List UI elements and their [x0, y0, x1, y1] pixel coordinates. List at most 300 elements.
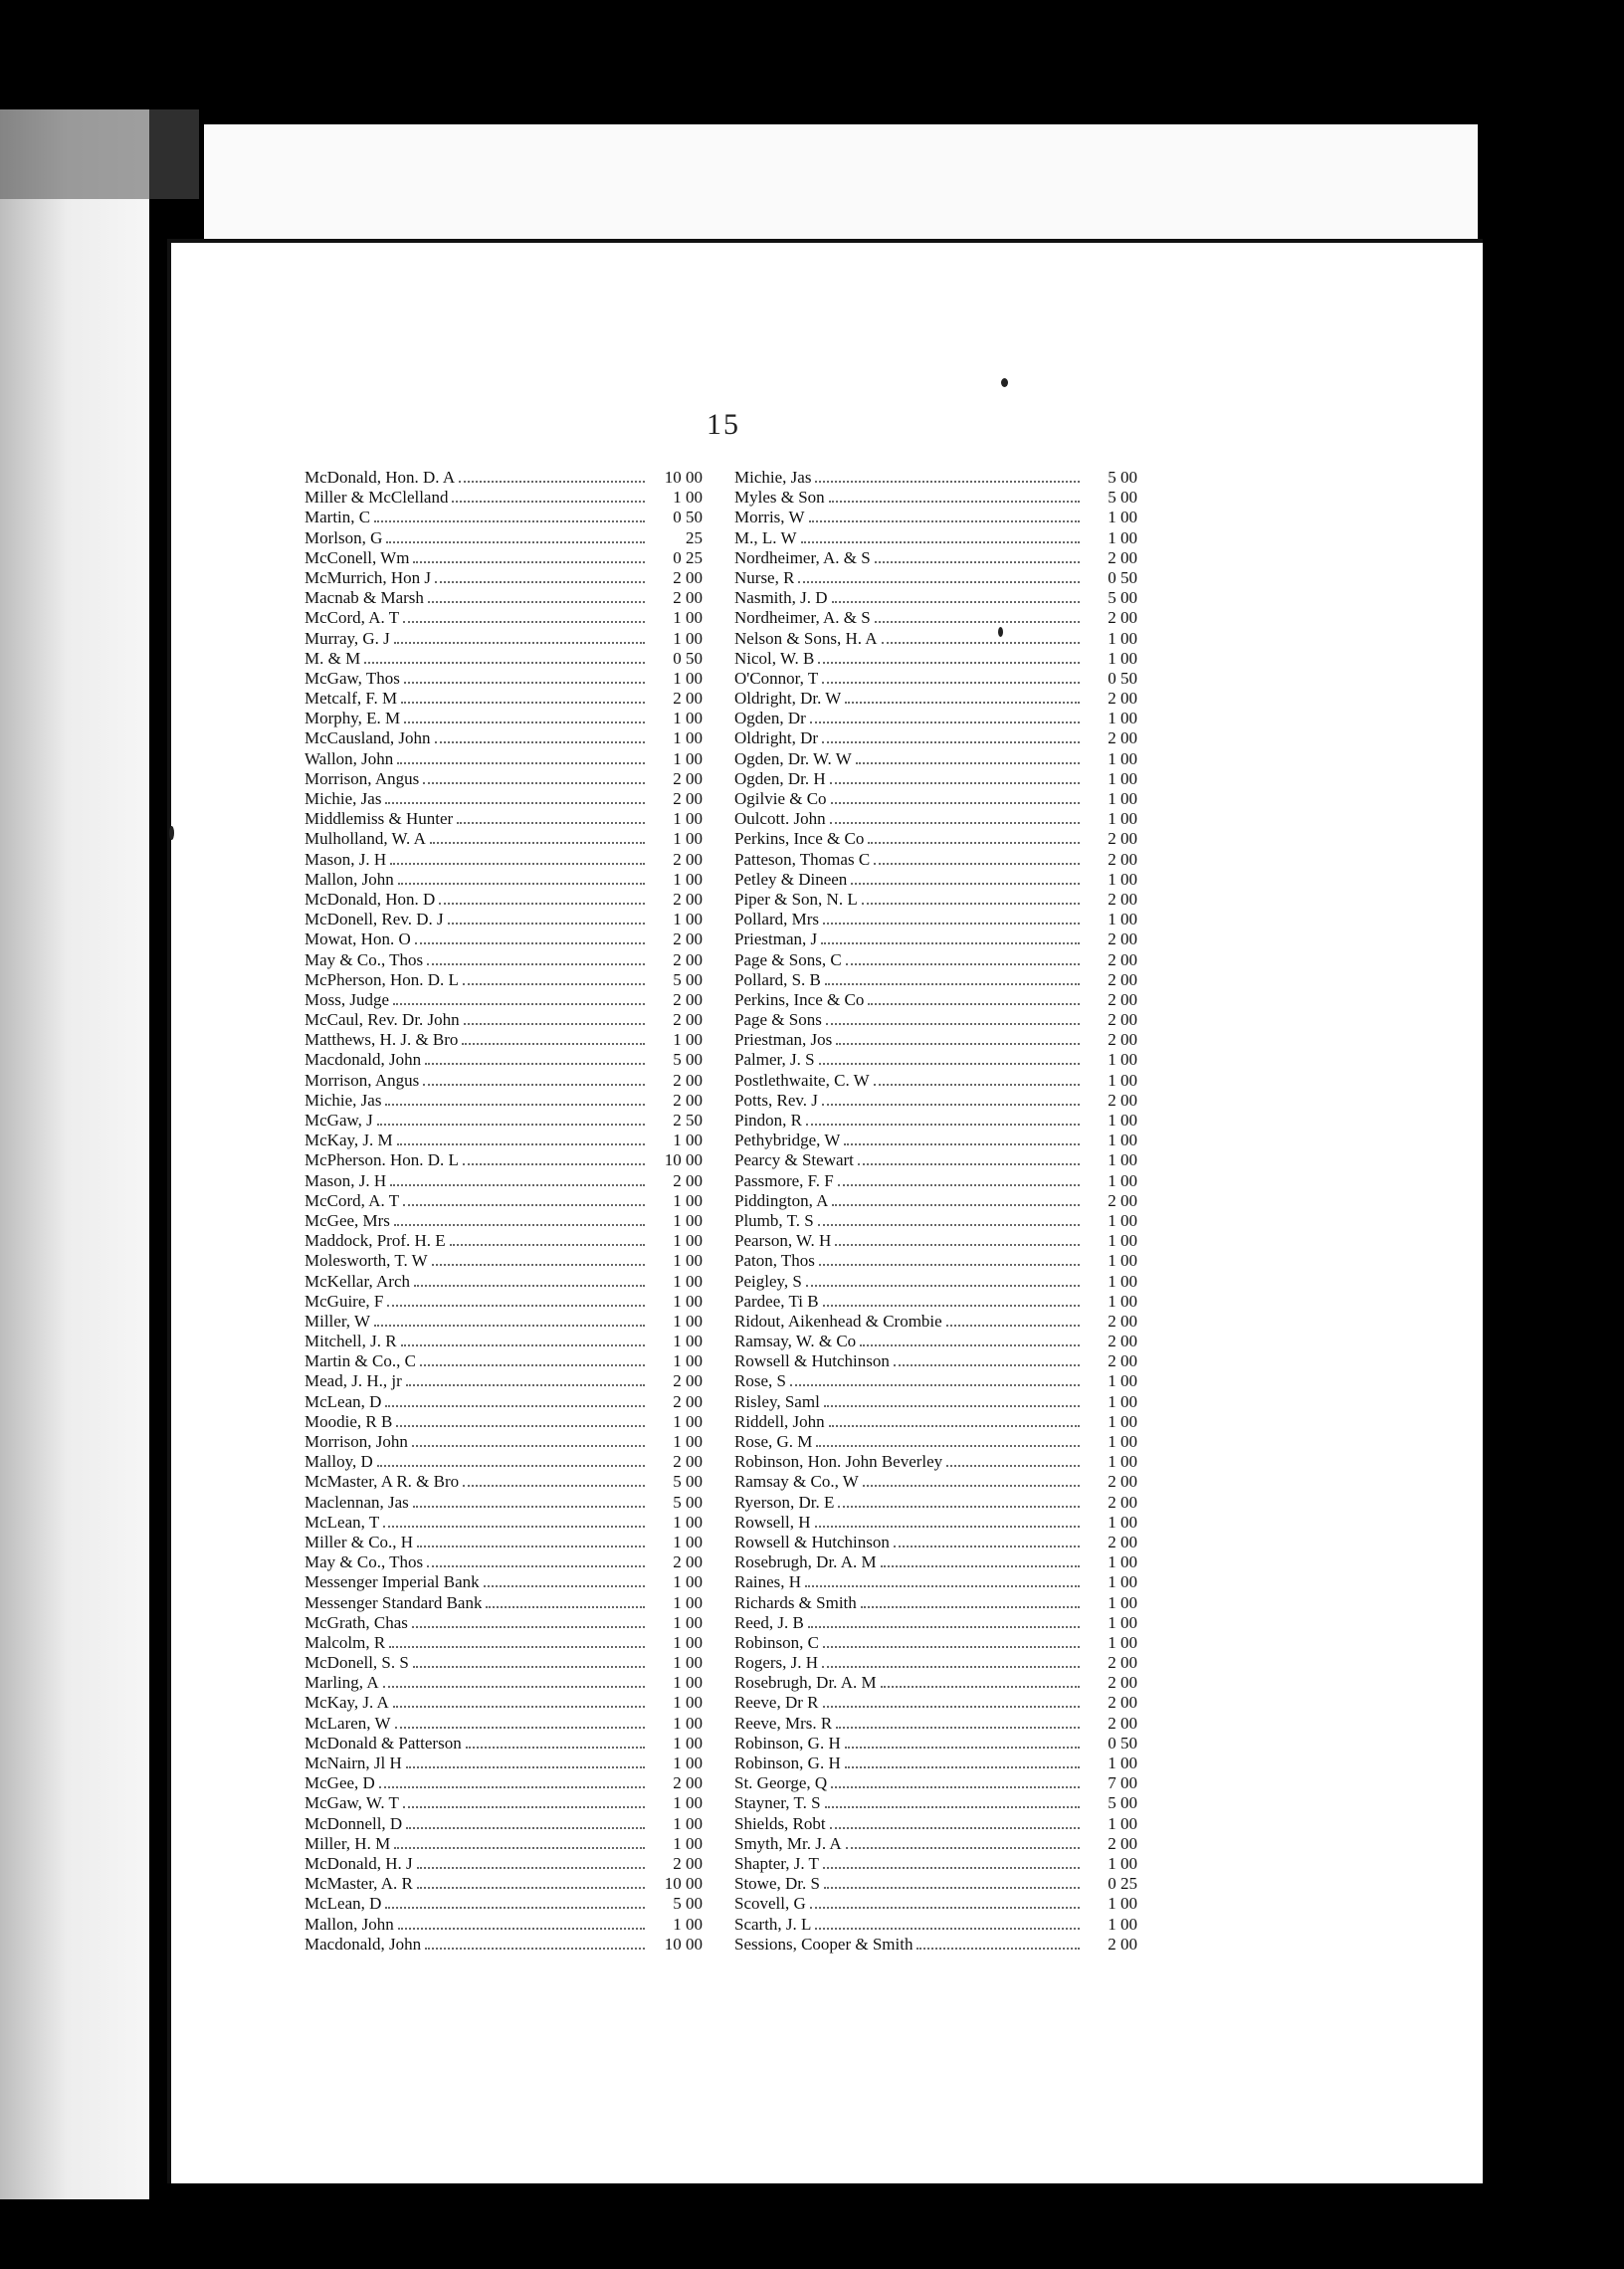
- subscriber-name: M., L. W: [734, 527, 797, 547]
- subscription-amount: 1 00: [673, 1914, 703, 1934]
- subscription-amount: 1 00: [1108, 1853, 1137, 1873]
- subscription-amount: 1 00: [673, 1532, 703, 1551]
- list-item: [304, 508, 703, 527]
- list-item: [304, 1371, 703, 1391]
- dot-leader: [377, 1123, 645, 1126]
- subscriber-name: St. George, Q: [734, 1773, 828, 1793]
- subscriber-name: Miller & McClelland: [304, 488, 449, 508]
- dot-leader: [423, 1083, 645, 1086]
- dot-leader: [836, 1042, 1080, 1045]
- dot-leader: [815, 480, 1080, 483]
- list-item: [304, 1472, 703, 1492]
- dot-leader: [815, 1927, 1080, 1930]
- subscriber-name: Perkins, Ince & Co: [734, 989, 865, 1009]
- list-item: [734, 1894, 1137, 1914]
- subscriber-name: McDonell, Rev. D. J: [304, 910, 444, 929]
- dot-leader: [412, 1625, 645, 1628]
- list-item: [304, 1432, 703, 1452]
- subscription-amount: 1 00: [673, 668, 703, 688]
- subscriber-name: McMaster, A. R: [304, 1874, 413, 1894]
- subscriber-name: Mason, J. H: [304, 1170, 387, 1190]
- list-item: [734, 870, 1137, 890]
- dot-leader: [801, 540, 1081, 543]
- subscription-amount: 1 00: [1108, 1150, 1137, 1170]
- list-item: [734, 1773, 1137, 1793]
- facing-page-edge: [0, 109, 149, 2199]
- subscriber-name: Nasmith, J. D: [734, 588, 828, 608]
- subscription-amount: 2 00: [1108, 1673, 1137, 1693]
- subscriber-name: Malloy, D: [304, 1452, 373, 1472]
- dot-leader: [464, 1022, 645, 1025]
- subscription-amount: 1 00: [673, 1632, 703, 1652]
- subscriber-name: Pardee, Ti B: [734, 1291, 819, 1311]
- dot-leader: [386, 540, 645, 543]
- dot-leader: [819, 1263, 1080, 1266]
- subscriber-name: McLaren, W: [304, 1713, 391, 1733]
- list-item: [304, 1171, 703, 1191]
- list-item: [734, 1071, 1137, 1091]
- dot-leader: [818, 661, 1080, 664]
- subscription-amount: 2 00: [1108, 1030, 1137, 1050]
- subscription-amount: 1 00: [1108, 1231, 1137, 1251]
- subscription-amount: 2 00: [673, 1070, 703, 1090]
- list-item: [734, 950, 1137, 970]
- subscription-amount: 2 00: [1108, 1472, 1137, 1492]
- dot-leader: [393, 1705, 645, 1708]
- list-item: [734, 1593, 1137, 1613]
- subscriber-name: Richards & Smith: [734, 1592, 857, 1612]
- dot-leader: [406, 1826, 645, 1829]
- subscription-amount: 2 00: [1108, 547, 1137, 567]
- list-item: [304, 1673, 703, 1693]
- subscriber-name: Nordheimer, A. & S: [734, 547, 871, 567]
- subscription-amount: 1 00: [1108, 1813, 1137, 1833]
- list-item: [304, 608, 703, 628]
- subscription-amount: 1 00: [673, 1030, 703, 1050]
- subscriber-name: Reeve, Dr R: [734, 1693, 819, 1713]
- dot-leader: [450, 1243, 645, 1246]
- subscription-amount: 1 00: [673, 709, 703, 728]
- subscriber-name: Potts, Rev. J: [734, 1090, 818, 1110]
- list-item: [304, 789, 703, 809]
- subscription-amount: 2 00: [1108, 1492, 1137, 1512]
- list-item: [734, 970, 1137, 990]
- subscriber-name: Moodie, R B: [304, 1411, 393, 1431]
- dot-leader: [430, 841, 645, 844]
- list-item: [304, 950, 703, 970]
- subscription-amount: 1 00: [673, 1592, 703, 1612]
- subscription-amount: 1 00: [1108, 1512, 1137, 1532]
- subscriber-name: McGee, Mrs: [304, 1210, 390, 1230]
- list-item: [304, 1814, 703, 1834]
- list-item: [304, 1493, 703, 1513]
- subscriber-name: Martin & Co., C: [304, 1351, 416, 1371]
- list-item: [734, 1171, 1137, 1191]
- list-item: [304, 649, 703, 669]
- subscriber-name: Oldright, Dr. W: [734, 689, 842, 709]
- subscriber-name: Mowat, Hon. O: [304, 929, 411, 949]
- dot-leader: [822, 740, 1080, 743]
- list-item: [304, 588, 703, 608]
- list-item: [304, 1533, 703, 1552]
- list-item: [734, 528, 1137, 548]
- subscriber-name: Mallon, John: [304, 869, 394, 889]
- dot-leader: [856, 761, 1080, 764]
- list-item: [304, 1251, 703, 1271]
- subscription-amount: 2 00: [673, 1552, 703, 1572]
- subscriber-name: Reeve, Mrs. R: [734, 1713, 833, 1733]
- dot-leader: [413, 560, 645, 563]
- dot-leader: [466, 1746, 645, 1749]
- subscriber-name: McGaw, W. T: [304, 1793, 399, 1813]
- subscription-amount: 1 00: [673, 1332, 703, 1351]
- subscription-amount: 1 00: [1108, 1291, 1137, 1311]
- list-item: [734, 1793, 1137, 1813]
- subscription-amount: 1 00: [673, 1693, 703, 1713]
- subscription-amount: 1 00: [673, 1251, 703, 1271]
- subscriber-name: Mitchell, J. R: [304, 1332, 397, 1351]
- list-item: [304, 749, 703, 769]
- subscriber-name: Morrison, John: [304, 1432, 408, 1451]
- dot-leader: [403, 620, 645, 623]
- dot-leader: [946, 1464, 1080, 1467]
- dot-leader: [822, 681, 1080, 684]
- subscriber-name: Morphy, E. M: [304, 709, 401, 728]
- list-item: [734, 1935, 1137, 1955]
- subscriber-name: Smyth, Mr. J. A: [734, 1833, 842, 1853]
- subscription-amount: 1 00: [1108, 1552, 1137, 1572]
- list-item: [734, 890, 1137, 910]
- subscriber-name: McCausland, John: [304, 728, 431, 748]
- dot-leader: [874, 1083, 1080, 1086]
- subscriber-name: Mason, J. H: [304, 849, 387, 869]
- dot-leader: [406, 1765, 645, 1768]
- list-item: [734, 809, 1137, 829]
- subscriber-name: Metcalf, F. M: [304, 689, 398, 709]
- list-item: [304, 1593, 703, 1613]
- list-item: [304, 1613, 703, 1633]
- list-item: [304, 1915, 703, 1935]
- dot-leader: [826, 1022, 1080, 1025]
- subscription-amount: 1 00: [1108, 1914, 1137, 1934]
- dot-leader: [395, 1726, 645, 1729]
- dot-leader: [427, 1564, 645, 1567]
- dot-leader: [385, 801, 645, 804]
- dot-leader: [394, 641, 645, 644]
- list-item: [734, 1673, 1137, 1693]
- dot-leader: [425, 1947, 645, 1950]
- subscriber-name: Robinson, Hon. John Beverley: [734, 1452, 943, 1472]
- subscriber-name: McDonald, H. J: [304, 1853, 413, 1873]
- subscription-amount: 1 00: [673, 1411, 703, 1431]
- list-item: [734, 488, 1137, 508]
- subscription-amount: 2 00: [673, 768, 703, 788]
- subscription-amount: 1 00: [673, 1653, 703, 1673]
- subscription-amount: 2 00: [673, 1371, 703, 1391]
- list-item: [734, 1874, 1137, 1894]
- subscription-amount: 5 00: [1108, 468, 1137, 487]
- subscription-amount: 1 00: [673, 1572, 703, 1592]
- subscriber-name: McDonald & Patterson: [304, 1733, 462, 1753]
- list-item: [304, 1412, 703, 1432]
- list-item: [304, 1332, 703, 1351]
- subscription-amount: 2 00: [1108, 1934, 1137, 1954]
- dot-leader: [385, 1906, 645, 1909]
- list-item: [304, 870, 703, 890]
- subscription-amount: 0 50: [673, 648, 703, 668]
- dot-leader: [846, 1846, 1080, 1849]
- subscriber-name: Plumb, T. S: [734, 1210, 814, 1230]
- subscription-amount: 1 00: [673, 1351, 703, 1371]
- dot-leader: [835, 1243, 1080, 1246]
- subscription-amount: 2 00: [673, 849, 703, 869]
- subscriber-name: Ramsay & Co., W: [734, 1472, 859, 1492]
- subscriber-name: Perkins, Ince & Co: [734, 829, 865, 849]
- subscription-amount: 2 00: [1108, 849, 1137, 869]
- subscriber-name: Pethybridge, W: [734, 1131, 841, 1150]
- ink-speck: [1001, 378, 1008, 387]
- dot-leader: [824, 1404, 1080, 1407]
- dot-leader: [875, 560, 1080, 563]
- subscription-amount: 1 00: [1108, 1050, 1137, 1070]
- subscription-amount: 1 00: [1108, 1391, 1137, 1411]
- list-item: [734, 1814, 1137, 1834]
- list-item: [304, 970, 703, 990]
- dot-leader: [881, 1564, 1080, 1567]
- dot-leader: [806, 1284, 1080, 1287]
- list-item: [734, 1312, 1137, 1332]
- subscription-amount: 2 00: [673, 588, 703, 608]
- list-item: [304, 568, 703, 588]
- subscription-amount: 1 00: [1108, 869, 1137, 889]
- list-item: [734, 749, 1137, 769]
- dot-leader: [393, 1002, 645, 1005]
- dot-leader: [823, 1645, 1080, 1648]
- subscriber-name: Mallon, John: [304, 1914, 394, 1934]
- list-item: [734, 829, 1137, 849]
- list-item: [734, 1251, 1137, 1271]
- dot-leader: [404, 681, 645, 684]
- dot-leader: [868, 1002, 1080, 1005]
- subscriber-name: Piddington, A: [734, 1190, 829, 1210]
- list-item: [304, 1392, 703, 1412]
- list-item: [304, 890, 703, 910]
- dot-leader: [838, 1183, 1080, 1186]
- subscriber-name: McGee, D: [304, 1773, 375, 1793]
- dot-leader: [810, 1906, 1080, 1909]
- dot-leader: [845, 701, 1080, 704]
- subscriber-name: Ramsay, W. & Co: [734, 1332, 857, 1351]
- subscription-amount: 5 00: [673, 1894, 703, 1914]
- subscription-amount: 1 00: [1108, 709, 1137, 728]
- list-item: [304, 1714, 703, 1734]
- list-item: [304, 1552, 703, 1572]
- subscriber-name: Risley, Saml: [734, 1391, 820, 1411]
- dot-leader: [484, 1584, 645, 1587]
- subscriber-name: Shapter, J. T: [734, 1853, 819, 1873]
- subscription-amount: 2 00: [1108, 608, 1137, 628]
- list-item: [304, 1894, 703, 1914]
- list-item: [734, 1050, 1137, 1070]
- dot-leader: [823, 1705, 1080, 1708]
- subscriber-name: M. & M: [304, 648, 361, 668]
- list-item: [304, 1753, 703, 1773]
- subscriber-name: Maclennan, Jas: [304, 1492, 409, 1512]
- subscription-amount: 1 00: [1108, 1271, 1137, 1291]
- dot-leader: [882, 641, 1080, 644]
- subscriber-name: Rowsell & Hutchinson: [734, 1351, 890, 1371]
- subscriber-name: Morrison, Angus: [304, 768, 420, 788]
- list-item: [734, 1191, 1137, 1211]
- dot-leader: [894, 1545, 1080, 1547]
- dot-leader: [851, 882, 1080, 885]
- subscriber-name: McDonald, Hon. D: [304, 889, 436, 909]
- subscription-amount: 1 00: [673, 1673, 703, 1693]
- subscription-amount: 2 00: [673, 789, 703, 808]
- subscriber-name: McCaul, Rev. Dr. John: [304, 1010, 460, 1030]
- subscription-amount: 5 00: [673, 1472, 703, 1492]
- dot-leader: [403, 1203, 645, 1206]
- dot-leader: [823, 1866, 1080, 1869]
- dot-leader: [829, 500, 1080, 503]
- subscriber-name: Robinson, G. H: [734, 1733, 841, 1753]
- subscriber-name: Riddell, John: [734, 1411, 825, 1431]
- subscription-amount: 2 00: [673, 949, 703, 969]
- subscriber-name: McDonald, Hon. D. A: [304, 468, 456, 487]
- subscription-amount: 1 00: [1108, 1572, 1137, 1592]
- list-item: [304, 728, 703, 748]
- list-item: [734, 1452, 1137, 1472]
- list-item: [304, 990, 703, 1010]
- subscriber-name: McLean, D: [304, 1894, 382, 1914]
- subscriber-name: Moss, Judge: [304, 989, 390, 1009]
- dot-leader: [417, 1545, 645, 1547]
- subscription-amount: 2 50: [673, 1111, 703, 1130]
- list-item: [304, 1030, 703, 1050]
- subscription-amount: 2 00: [1108, 728, 1137, 748]
- subscriber-name: McCord, A. T: [304, 1190, 400, 1210]
- list-item: [734, 1693, 1137, 1713]
- subscription-amount: 2 00: [1108, 1693, 1137, 1713]
- subscription-amount: 1 00: [1108, 1612, 1137, 1632]
- list-item: [734, 1392, 1137, 1412]
- subscription-amount: 1 00: [673, 1753, 703, 1772]
- dot-leader: [823, 922, 1080, 925]
- subscriber-name: May & Co., Thos: [304, 1552, 424, 1572]
- subscriber-name: Piper & Son, N. L: [734, 889, 858, 909]
- dot-leader: [946, 1324, 1080, 1327]
- list-item: [734, 1714, 1137, 1734]
- subscription-amount: 1 00: [1108, 789, 1137, 808]
- subscription-amount: 2 00: [1108, 1532, 1137, 1551]
- list-item: [304, 1513, 703, 1533]
- subscription-amount: 2 00: [673, 889, 703, 909]
- subscription-amount: 0 25: [673, 547, 703, 567]
- list-item: [304, 1071, 703, 1091]
- dot-leader: [374, 519, 645, 522]
- list-item: [734, 1493, 1137, 1513]
- dot-leader: [863, 1484, 1080, 1487]
- subscriber-name: Marling, A: [304, 1673, 379, 1693]
- list-item: [304, 669, 703, 689]
- subscription-amount: 2 00: [673, 567, 703, 587]
- subscription-amount: 1 00: [673, 728, 703, 748]
- list-item: [734, 588, 1137, 608]
- subscriber-name: McCord, A. T: [304, 608, 400, 628]
- subscription-amount: 2 00: [1108, 949, 1137, 969]
- subscription-amount: 1 00: [1108, 910, 1137, 929]
- subscriber-name: Ridout, Aikenhead & Crombie: [734, 1311, 942, 1331]
- subscription-amount: 1 00: [1108, 1251, 1137, 1271]
- list-item: [304, 1734, 703, 1753]
- list-item: [734, 1091, 1137, 1111]
- subscriber-name: Pollard, Mrs: [734, 910, 819, 929]
- subscriber-name: Molesworth, T. W: [304, 1251, 428, 1271]
- dot-leader: [819, 1062, 1080, 1065]
- subscription-amount: 1 00: [673, 628, 703, 648]
- subscriber-name: Macdonald, John: [304, 1934, 422, 1954]
- list-item: [734, 789, 1137, 809]
- dot-leader: [390, 1183, 645, 1186]
- list-item: [734, 728, 1137, 748]
- dot-leader: [824, 1886, 1080, 1889]
- subscriber-name: Rosebrugh, Dr. A. M: [734, 1673, 877, 1693]
- dot-leader: [881, 1685, 1080, 1688]
- subscriber-name: Morlson, G: [304, 527, 383, 547]
- dot-leader: [874, 862, 1080, 865]
- dot-leader: [805, 1584, 1080, 1587]
- subscription-amount: 2 00: [1108, 1833, 1137, 1853]
- subscriber-name: Ogden, Dr: [734, 709, 806, 728]
- dot-leader: [417, 1866, 645, 1869]
- dot-leader: [822, 1103, 1080, 1106]
- dot-leader: [374, 1324, 645, 1327]
- subscriber-name: Stayner, T. S: [734, 1793, 821, 1813]
- list-item: [734, 1432, 1137, 1452]
- list-item: [304, 548, 703, 568]
- subscriber-name: McLean, T: [304, 1512, 380, 1532]
- list-item: [734, 1030, 1137, 1050]
- subscriber-name: Macnab & Marsh: [304, 588, 424, 608]
- subscriber-name: McLean, D: [304, 1391, 382, 1411]
- subscriber-name: Stowe, Dr. S: [734, 1874, 820, 1894]
- list-item: [304, 1010, 703, 1030]
- list-item: [304, 809, 703, 829]
- subscriber-name: Matthews, H. J. & Bro: [304, 1030, 459, 1050]
- list-item: [304, 468, 703, 488]
- list-item: [304, 1091, 703, 1111]
- subscription-amount: 0 50: [1108, 567, 1137, 587]
- subscription-amount: 1 00: [673, 1190, 703, 1210]
- list-item: [734, 1533, 1137, 1552]
- subscription-amount: 1 00: [673, 608, 703, 628]
- ink-speck: [169, 826, 174, 840]
- subscription-amount: 1 00: [1108, 1411, 1137, 1431]
- subscriber-name: McGrath, Chas: [304, 1612, 408, 1632]
- subscription-amount: 2 00: [673, 689, 703, 709]
- dot-leader: [427, 962, 645, 965]
- dot-leader: [818, 1223, 1080, 1226]
- subscription-amount: 10 00: [664, 1150, 703, 1170]
- subscription-amount: 2 00: [673, 929, 703, 949]
- subscription-amount: 0 50: [673, 508, 703, 527]
- list-item: [304, 1050, 703, 1070]
- dot-leader: [790, 1383, 1080, 1386]
- subscriber-name: Mead, J. H., jr: [304, 1371, 402, 1391]
- list-item: [734, 910, 1137, 929]
- subscription-amount: 2 00: [1108, 1332, 1137, 1351]
- list-item: [734, 1915, 1137, 1935]
